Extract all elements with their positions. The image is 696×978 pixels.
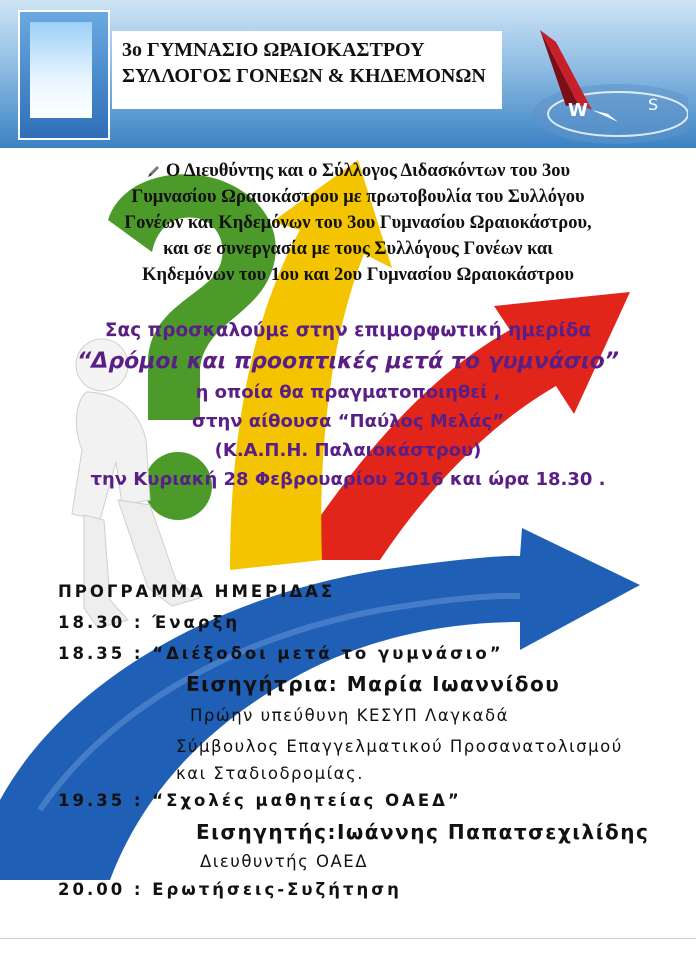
speaker-role: Πρώην υπεύθυνη ΚΕΣΥΠ Λαγκαδά bbox=[190, 706, 510, 725]
speaker-name: Εισηγητής:Ιωάννης Παπατσεχιλίδης bbox=[196, 820, 650, 844]
intro-line: Γυμνασίου Ωραιοκάστρου με πρωτοβουλία του Συλλόγου bbox=[131, 187, 585, 207]
compass-letter-s: S bbox=[648, 95, 659, 114]
compass-icon bbox=[508, 22, 688, 144]
intro-line: και σε συνεργασία με τους Συλλόγους Γονέων και bbox=[163, 239, 553, 259]
invitation-block bbox=[0, 316, 696, 494]
program-item: 19.35 : “Σχολές μαθητείας ΟΑΕΔ” bbox=[58, 791, 462, 810]
speaker-name: Εισηγήτρια: Μαρία Ιωαννίδου bbox=[186, 672, 561, 696]
pen-icon bbox=[146, 165, 160, 179]
program-item: 18.35 : “Διέξοδοι μετά το γυμνάσιο” bbox=[58, 644, 504, 663]
event-title: “Δρόμοι και προοπτικές μετά το γυμνάσιο” bbox=[77, 349, 619, 374]
venue-line: στην αίθουσα “Παύλος Μελάς” bbox=[191, 411, 505, 432]
compass-letter-w: W bbox=[568, 100, 588, 121]
page-divider bbox=[0, 938, 696, 939]
header-title-box bbox=[112, 31, 502, 109]
program-item: 18.30 : Έναρξη bbox=[58, 613, 241, 632]
event-date-time: την Κυριακή 28 Φεβρουαρίου 2016 και ώρα 18.30 . bbox=[90, 469, 606, 490]
speaker-role: Διευθυντής ΟΑΕΔ bbox=[200, 852, 369, 871]
intro-line: Κηδεμόνων του 1ου και 2ου Γυμνασίου Ωραιοκάστρου bbox=[142, 265, 574, 285]
intro-line: Ο Διευθύντης και ο Σύλλογος Διδασκόντων του 3ου bbox=[58, 158, 658, 184]
invitation-line: Σας προσκαλούμε στην επιμορφωτική ημερίδα bbox=[104, 320, 592, 341]
speaker-role: και Σταδιοδρομίας. bbox=[176, 764, 364, 783]
intro-text bbox=[58, 158, 658, 288]
program-item: 20.00 : Ερωτήσεις-Συζήτηση bbox=[58, 880, 402, 899]
header-sky-image bbox=[30, 22, 92, 118]
invitation-line: η οποία θα πραγματοποιηθεί , bbox=[195, 382, 501, 403]
venue-detail: (Κ.Α.Π.Η. Παλαιοκάστρου) bbox=[214, 440, 482, 461]
school-name: 3ο ΓΥΜΝΑΣΙΟ ΩΡΑΙΟΚΑΣΤΡΟΥ bbox=[122, 39, 425, 61]
speaker-role: Σύμβουλος Επαγγελματικού Προσανατολισμού bbox=[176, 737, 623, 756]
intro-line: Γονέων και Κηδεμόνων του 3ου Γυμνασίου Ωραιοκάστρου, bbox=[124, 213, 592, 233]
program-heading: ΠΡΟΓΡΑΜΜΑ ΗΜΕΡΙΔΑΣ bbox=[58, 582, 336, 601]
association-name: ΣΥΛΛΟΓΟΣ ΓΟΝΕΩΝ & ΚΗΔΕΜΟΝΩΝ bbox=[122, 65, 486, 87]
